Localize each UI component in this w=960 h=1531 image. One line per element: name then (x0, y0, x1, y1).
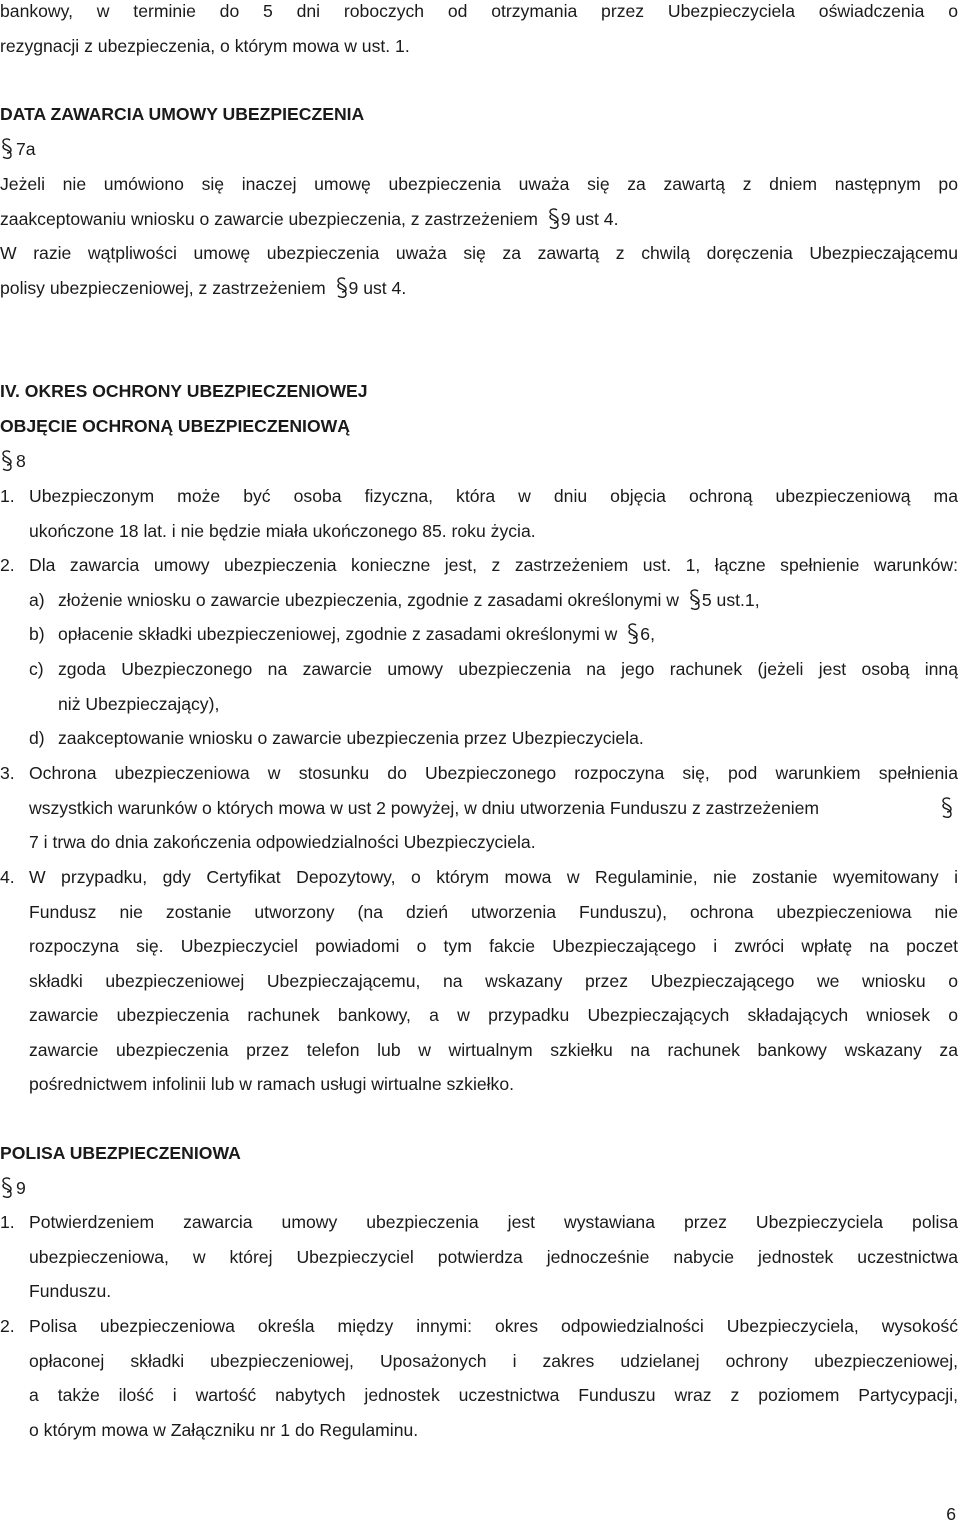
intro-line-1: bankowy, w terminie do 5 dni roboczych od otrzymania przez Ubezpieczyciela oświadczenia o (0, 1, 958, 21)
list-item: 2. Dla zawarcia umowy ubezpieczenia konieczne jest, z zastrzeżeniem ust. 1, łączne spełnienie warunków: (0, 555, 958, 575)
section-sign-icon (940, 796, 954, 820)
section-sign-icon (335, 276, 349, 300)
section-sign-icon (547, 207, 561, 231)
paragraph-label-8: 8 (0, 444, 958, 479)
section-sign-icon (0, 449, 14, 473)
list-item: 3. Ochrona ubezpieczeniowa w stosunku do Ubezpieczonego rozpoczyna się, pod warunkiem spełnienia wszystkich warunków o których mowa w ust 2 powyżej, w dniu utworzenia Funduszu z zastrzeżeniem 7 i trwa do dnia zakończenia odpowiedzialności Ubezpieczyciela. (0, 763, 958, 852)
sub-list-item: d) zaakceptowanie wniosku o zawarcie ubezpieczenia przez Ubezpieczyciela. (29, 728, 644, 748)
paragraph-label-9: 9 (0, 1171, 958, 1206)
section-heading-period: IV. OKRES OCHRONY UBEZPIECZENIOWEJ OBJĘCIE OCHRONĄ UBEZPIECZENIOWĄ (0, 381, 368, 436)
list-item: 1. Potwierdzeniem zawarcia umowy ubezpieczenia jest wystawiana przez Ubezpieczyciela polisa ubezpieczeniowa, w której Ubezpieczyciel potwierdza jednocześnie nabycie jednostek uczestnictwa Funduszu. (0, 1212, 958, 1301)
page-number: 6 (946, 1504, 956, 1524)
section-sign-icon (688, 588, 702, 612)
section-sign-icon (0, 1176, 14, 1200)
section-heading-date: DATA ZAWARCIA UMOWY UBEZPIECZENIA (0, 104, 365, 124)
intro-line-2: rezygnacji z ubezpieczenia, o którym mowa w ust. 1. (0, 35, 410, 56)
list-item: 4. W przypadku, gdy Certyfikat Depozytowy, o którym mowa w Regulaminie, nie zostanie wyemitowany i Fundusz nie zostanie utworzony (na dzień utworzenia Funduszu), ochrona ubezpieczeniowa nie rozpoczyna się. Ubezpieczyciel powiadomi o tym fakcie Ubezpieczającego i zwróci wpłatę na poczet składki ubezpieczeniowej Ubezpieczającemu, na wskazany przez Ubezpieczającego we wniosku o zawarcie ubezpieczenia rachunek bankowy, a w przypadku Ubezpieczających składających wniosek o zawarcie ubezpieczenia przez telefon lub w wirtualnym szkiełku na rachunek bankowy wskazany za pośrednictwem infolinii lub w ramach usługi wirtualne szkiełko. (0, 867, 958, 1094)
paragraph-label-7a: 7a (0, 132, 958, 167)
date-paragraph-1: Jeżeli nie umówiono się inaczej umowę ubezpieczenia uważa się za zawartą z dniem następnym po zaakceptowaniu wniosku o zawarcie ubezpieczenia, z zastrzeżeniem 9 ust 4. (0, 174, 958, 229)
section-sign-icon (0, 137, 14, 161)
sub-list-item: c) zgoda Ubezpieczonego na zawarcie umowy ubezpieczenia na jego rachunek (jeżeli jest osobą inną niż Ubezpieczający), (29, 659, 958, 714)
section-sign-icon (626, 622, 640, 646)
list-item: 2. Polisa ubezpieczeniowa określa między innymi: okres odpowiedzialności Ubezpieczyciela, wysokość opłaconej składki ubezpieczeniowej, Uposażonych i zakres udzielanej ochrony ubezpieczeniowej, a także ilość i wartość nabytych jednostek uczestnictwa Funduszu wraz z poziomem Partycypacji, o którym mowa w Załączniku nr 1 do Regulaminu. (0, 1316, 958, 1440)
list-item: 1. Ubezpieczonym może być osoba fizyczna, która w dniu objęcia ochroną ubezpieczeniową ma ukończone 18 lat. i nie będzie miała ukończonego 85. roku życia. (0, 486, 958, 541)
section-heading-policy: POLISA UBEZPIECZENIOWA (0, 1143, 241, 1163)
intro-paragraph (0, 0, 958, 63)
sub-list-item: b) opłacenie składki ubezpieczeniowej, zgodnie z zasadami określonymi w 6, (29, 624, 655, 644)
sub-list-item: a) złożenie wniosku o zawarcie ubezpieczenia, zgodnie z zasadami określonymi w 5 ust.1, (29, 590, 760, 610)
date-paragraph-2: W razie wątpliwości umowę ubezpieczenia uważa się za zawartą z chwilą doręczenia Ubezpieczającemu polisy ubezpieczeniowej, z zastrzeżeniem 9 ust 4. (0, 243, 958, 298)
